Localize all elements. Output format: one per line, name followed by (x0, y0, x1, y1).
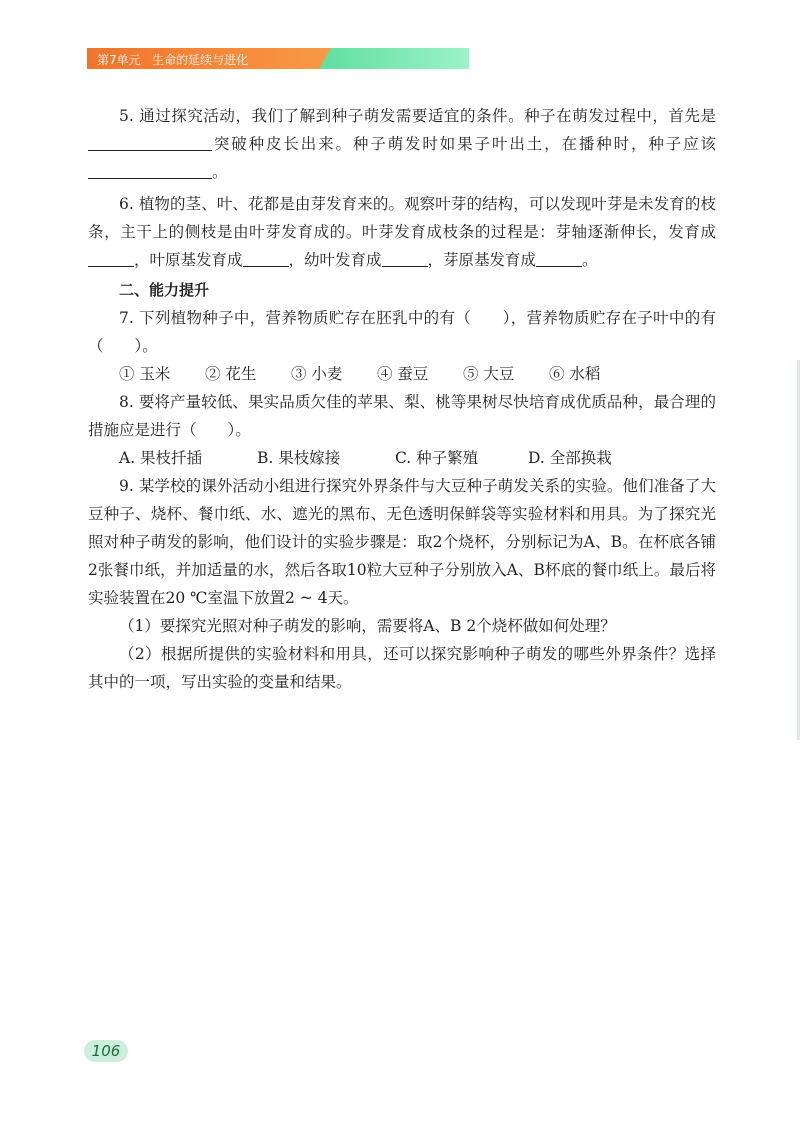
option-item: ③ 小麦 (291, 365, 343, 383)
q6-text-a: 6. 植物的茎、叶、花都是由芽发育来的。观察叶芽的结构，可以发现叶芽是未发育的枝条，主干上的侧枝是由叶芽发育成的。叶芽发育成枝条的过程是：芽轴逐渐伸长，发育成 (88, 195, 716, 241)
page-content (88, 102, 716, 696)
option-item: B. 果枝嫁接 (257, 449, 341, 467)
answer-blank (88, 250, 134, 267)
q6-text-e: 。 (582, 251, 598, 269)
q7-options (88, 360, 716, 388)
page-number: 106 (84, 1040, 128, 1062)
q5-text-c: 。 (212, 163, 228, 181)
question-5 (88, 102, 716, 186)
option-item: ⑥ 水稻 (549, 365, 601, 383)
q6-text-b: ，叶原基发育成 (134, 251, 243, 269)
q6-text-d: ，芽原基发育成 (427, 251, 537, 269)
question-6 (88, 190, 716, 274)
answer-blank (536, 250, 582, 267)
option-item: A. 果枝扦插 (119, 449, 203, 467)
answer-blank (382, 250, 428, 267)
question-8: 8. 要将产量较低、果实品质欠佳的苹果、梨、桃等果树尽快培育成优质品种，最合理的措施应是进行（ ）。 (88, 393, 716, 439)
option-item: ⑤ 大豆 (463, 365, 515, 383)
unit-header-bar (87, 48, 469, 69)
answer-blank (88, 134, 212, 151)
question-7: 7. 下列植物种子中，营养物质贮存在胚乳中的有（ ），营养物质贮存在子叶中的有（ ）。 (88, 309, 716, 355)
option-item: ④ 蚕豆 (377, 365, 429, 383)
section-title: 二、能力提升 (119, 281, 210, 299)
q5-text-a: 5. 通过探究活动，我们了解到种子萌发需要适宜的条件。种子在萌发过程中，首先是 (119, 107, 716, 125)
q8-options (88, 444, 716, 472)
option-item: ① 玉米 (119, 365, 171, 383)
question-9: 9. 某学校的课外活动小组进行探究外界条件与大豆种子萌发关系的实验。他们准备了大豆种子、烧杯、餐巾纸、水、遮光的黑布、无色透明保鲜袋等实验材料和用具。为了探究光照对种子萌发的影响，他们设计的实验步骤是：取2个烧杯，分别标记为A、B。在杯底各铺2张餐巾纸，并加适量的水，然后各取10粒大豆种子分别放入A、B杯底的餐巾纸上。最后将实验装置在20 ℃室温下放置2 ~ 4天。 (88, 477, 716, 607)
option-item: ② 花生 (205, 365, 257, 383)
unit-title: 第7单元 生命的延续与进化 (97, 53, 249, 67)
option-item: D. 全部换栽 (528, 449, 612, 467)
question-9-part-2: （2）根据所提供的实验材料和用具，还可以探究影响种子萌发的哪些外界条件？选择其中的一项，写出实验的变量和结果。 (88, 645, 716, 691)
header-green-band (319, 48, 469, 69)
q6-text-c: ，幼叶发育成 (288, 251, 382, 269)
q5-text-b: 突破种皮长出来。种子萌发时如果子叶出土，在播种时，种子应该 (212, 135, 716, 153)
answer-blank (88, 162, 212, 179)
question-9-part-1: （1）要探究光照对种子萌发的影响，需要将A、B 2个烧杯做如何处理？ (119, 617, 616, 635)
answer-blank (243, 250, 289, 267)
option-item: C. 种子繁殖 (395, 449, 479, 467)
